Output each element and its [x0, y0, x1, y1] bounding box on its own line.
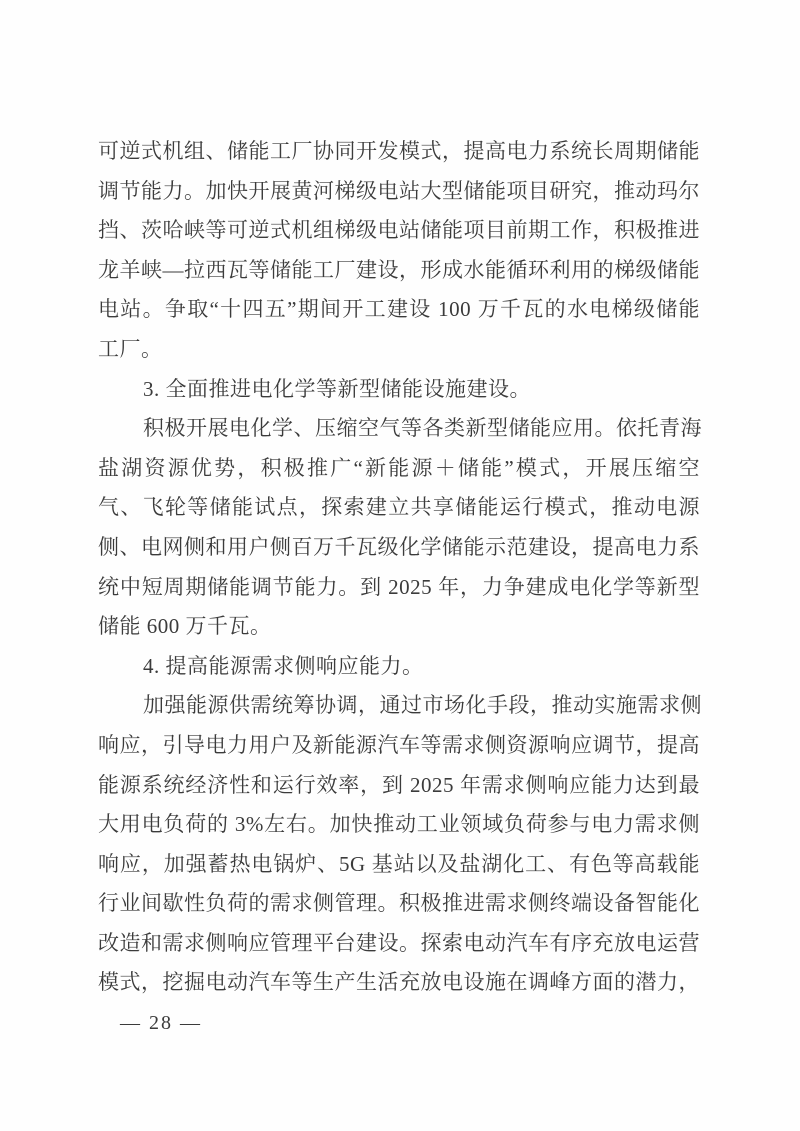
- text-line: 侧、电网侧和用户侧百万千瓦级化学储能示范建设，提高电力系: [98, 534, 700, 559]
- text-line: 能源系统经济性和运行效率，到 2025 年需求侧响应能力达到最: [98, 772, 700, 797]
- text-line: 电站。争取“十四五”期间开工建设 100 万千瓦的水电梯级储能: [98, 297, 700, 322]
- text-line: 响应，引导电力用户及新能源汽车等需求侧资源响应调节，提高: [98, 732, 700, 757]
- text-line: 调节能力。加快开展黄河梯级电站大型储能项目研究，推动玛尔: [98, 178, 700, 203]
- text-line: 模式，挖掘电动汽车等生产生活充放电设施在调峰方面的潜力，: [98, 970, 700, 995]
- text-line: 气、飞轮等储能试点，探索建立共享储能运行模式，推动电源: [98, 495, 700, 520]
- section-heading-4: 4. 提高能源需求侧响应能力。: [143, 653, 424, 678]
- document-body: [98, 132, 700, 1003]
- text-line: 盐湖资源优势，积极推广“新能源＋储能”模式，开展压缩空: [98, 455, 700, 480]
- text-line: 响应，加强蓄热电锅炉、5G 基站以及盐湖化工、有色等高载能: [98, 851, 700, 876]
- text-line: 改造和需求侧响应管理平台建设。探索电动汽车有序充放电运营: [98, 930, 700, 955]
- text-line: 可逆式机组、储能工厂协同开发模式，提高电力系统长周期储能: [98, 139, 700, 163]
- text-line: 挡、茨哈峡等可逆式机组梯级电站储能项目前期工作，积极推进: [98, 218, 700, 243]
- text-line: 积极开展电化学、压缩空气等各类新型储能应用。依托青海: [143, 416, 702, 441]
- text-line: 工厂。: [98, 336, 163, 361]
- text-line: 加强能源供需统筹协调，通过市场化手段，推动实施需求侧: [143, 693, 702, 718]
- text-line: 龙羊峡—拉西瓦等储能工厂建设，形成水能循环利用的梯级储能: [98, 257, 700, 282]
- text-line: 统中短周期储能调节能力。到 2025 年，力争建成电化学等新型: [98, 574, 700, 599]
- text-line: 储能 600 万千瓦。: [98, 614, 272, 639]
- page-number: — 28 —: [120, 1012, 202, 1034]
- text-line: 行业间歇性负荷的需求侧管理。积极推进需求侧终端设备智能化: [98, 891, 700, 916]
- section-heading-3: 3. 全面推进电化学等新型储能设施建设。: [143, 376, 531, 401]
- text-line: 大用电负荷的 3%左右。加快推动工业领域负荷参与电力需求侧: [98, 812, 700, 837]
